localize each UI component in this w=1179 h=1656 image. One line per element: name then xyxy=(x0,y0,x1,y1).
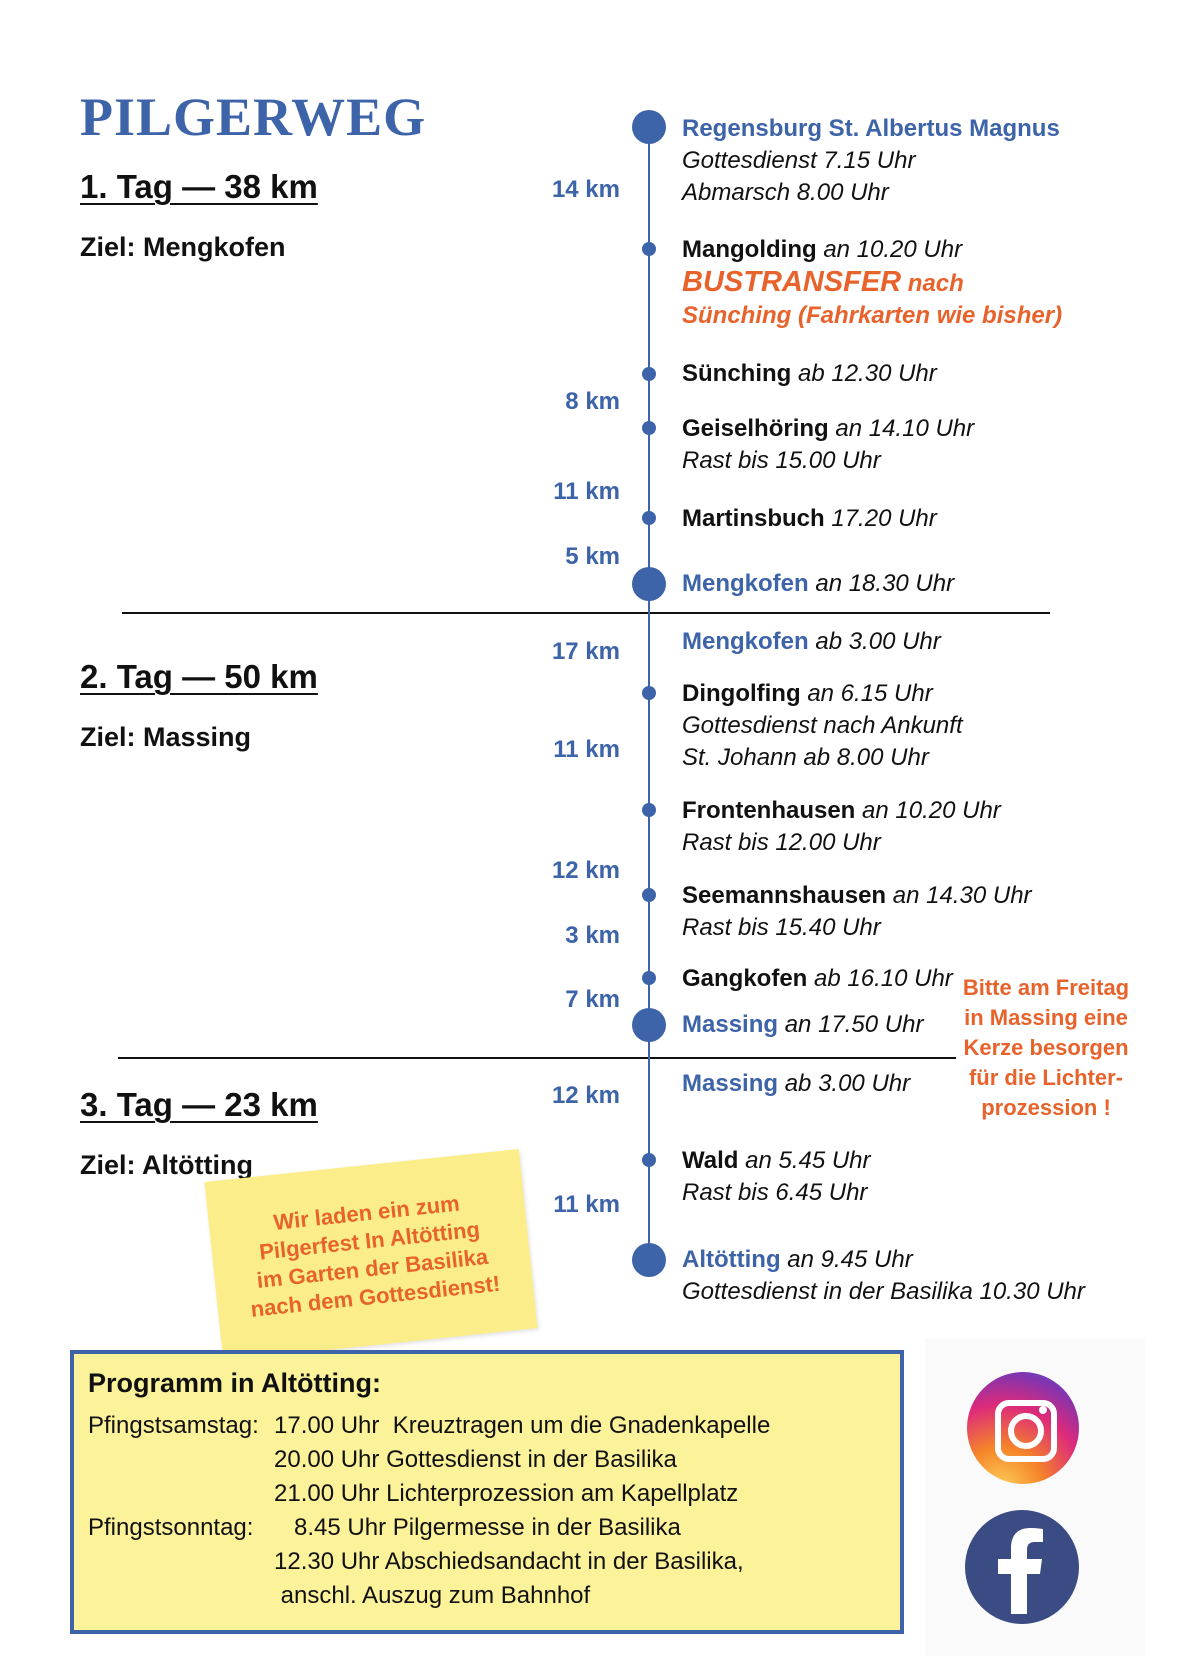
candle-note: Bitte am Freitag in Massing eine Kerze besorgen für die Lichter-prozession ! xyxy=(962,975,1130,1120)
stop-name: Massing xyxy=(682,1011,779,1038)
day-2-goal: Ziel: Massing xyxy=(80,722,252,752)
distance-label: 14 km xyxy=(551,176,620,203)
stop-marker xyxy=(642,421,656,435)
day-2-heading: 2. Tag — 50 km xyxy=(80,658,318,695)
stop-regensburg xyxy=(682,113,1060,209)
stop-dingolfing xyxy=(682,678,963,774)
stop-time: an 10.20 Uhr xyxy=(823,236,963,263)
facebook-icon[interactable] xyxy=(965,1510,1079,1624)
program-day-label: Pfingstsamstag: xyxy=(88,1412,259,1439)
stop-geiselhoering xyxy=(682,413,974,477)
day-3-heading: 3. Tag — 23 km xyxy=(80,1086,318,1123)
stop-name: Regensburg St. Albertus Magnus xyxy=(682,115,1060,142)
stop-time: ab 3.00 Uhr xyxy=(784,1070,911,1097)
stop-name: Dingolfing xyxy=(682,680,801,707)
stop-name: Wald xyxy=(682,1147,739,1174)
page-title: PILGERWEG xyxy=(80,87,427,147)
bus-transfer-label: BUSTRANSFER xyxy=(682,266,902,298)
day-divider-2 xyxy=(118,1057,956,1059)
stop-altoetting xyxy=(682,1244,1085,1308)
distance-label: 11 km xyxy=(553,736,620,763)
stop-detail: Rast bis 15.00 Uhr xyxy=(682,447,881,474)
stop-time: 17.20 Uhr xyxy=(831,505,937,532)
stop-marker xyxy=(642,242,656,256)
stop-name: Altötting xyxy=(682,1246,781,1273)
stop-name: Sünching xyxy=(682,360,792,387)
program-row-saturday xyxy=(88,1409,886,1511)
stop-time: ab 16.10 Uhr xyxy=(814,965,953,992)
stop-marker xyxy=(642,1153,656,1167)
day-3-goal: Ziel: Altötting xyxy=(80,1150,253,1180)
social-links xyxy=(925,1338,1145,1656)
program-item: 17.00 Uhr Kreuztragen um die Gnadenkapelle xyxy=(274,1412,771,1439)
stop-detail: Rast bis 15.40 Uhr xyxy=(682,914,881,941)
stop-time: an 5.45 Uhr xyxy=(745,1147,871,1174)
distance-label: 8 km xyxy=(565,388,620,415)
stop-time: an 17.50 Uhr xyxy=(784,1011,924,1038)
stop-frontenhausen xyxy=(682,795,1001,859)
stop-name: Martinsbuch xyxy=(682,505,825,532)
program-title: Programm in Altötting: xyxy=(88,1368,381,1398)
distance-label: 5 km xyxy=(565,543,620,570)
stop-massing-departure xyxy=(682,1068,910,1100)
distance-label: 17 km xyxy=(551,638,620,665)
stop-massing-arrival xyxy=(682,1009,923,1041)
stop-name: Frontenhausen xyxy=(682,797,856,824)
program-item: 8.45 Uhr Pilgermesse in der Basilika xyxy=(274,1514,681,1541)
day-1-heading: 1. Tag — 38 km xyxy=(80,168,318,205)
stop-detail: St. Johann ab 8.00 Uhr xyxy=(682,744,929,771)
stop-marker xyxy=(642,367,656,381)
stop-time: an 14.10 Uhr xyxy=(835,415,975,442)
stop-detail: Gottesdienst in der Basilika 10.30 Uhr xyxy=(682,1278,1085,1305)
stop-time: ab 3.00 Uhr xyxy=(815,628,941,655)
program-item: 20.00 Uhr Gottesdienst in der Basilika xyxy=(274,1446,677,1473)
stop-wald xyxy=(682,1145,871,1209)
stop-time: an 14.30 Uhr xyxy=(892,882,1032,909)
distance-label: 7 km xyxy=(565,986,620,1013)
distance-label: 11 km xyxy=(553,478,620,505)
distance-label: 3 km xyxy=(565,922,620,949)
stop-name: Gangkofen xyxy=(682,965,808,992)
stop-suenching xyxy=(682,358,937,390)
stop-time: ab 12.30 Uhr xyxy=(798,360,937,387)
stop-mengkofen-arrival xyxy=(682,568,954,600)
stop-time: an 6.15 Uhr xyxy=(807,680,933,707)
distance-label: 12 km xyxy=(551,1082,620,1109)
stop-marker-major xyxy=(632,110,666,144)
day-1-goal: Ziel: Mengkofen xyxy=(80,232,286,262)
stop-gangkofen xyxy=(682,963,953,995)
program-item: 12.30 Uhr Abschiedsandacht in der Basilika, xyxy=(274,1548,744,1575)
distance-label: 12 km xyxy=(551,857,620,884)
stop-name: Mengkofen xyxy=(682,570,809,597)
stop-marker xyxy=(642,511,656,525)
stop-detail: Gottesdienst 7.15 Uhr xyxy=(682,147,916,174)
stop-martinsbuch xyxy=(682,503,937,535)
stop-marker xyxy=(642,686,656,700)
stop-name: Geiselhöring xyxy=(682,415,829,442)
stop-marker xyxy=(642,888,656,902)
bus-transfer-text: nach xyxy=(907,270,964,297)
invitation-sticky-note xyxy=(204,1149,537,1361)
stop-time: an 10.20 Uhr xyxy=(862,797,1001,824)
stop-marker-major xyxy=(632,567,666,601)
instagram-icon[interactable] xyxy=(967,1372,1079,1484)
program-box xyxy=(70,1350,904,1634)
stop-marker xyxy=(642,971,656,985)
program-item: 21.00 Uhr Lichterprozession am Kapellplatz xyxy=(274,1480,739,1507)
stop-time: an 18.30 Uhr xyxy=(815,570,955,597)
stop-detail: Rast bis 12.00 Uhr xyxy=(682,829,881,856)
stop-marker-major xyxy=(632,1008,666,1042)
invitation-text: Wir laden ein zum Pilgerfest In Altötting im Garten der Basilika nach dem Gottesdienst! xyxy=(249,1190,502,1322)
program-row-sunday xyxy=(88,1511,886,1613)
stop-detail: Abmarsch 8.00 Uhr xyxy=(682,179,889,206)
stop-marker xyxy=(642,803,656,817)
stop-name: Mengkofen xyxy=(682,628,809,655)
stop-marker-major xyxy=(632,1243,666,1277)
stop-detail: Rast bis 6.45 Uhr xyxy=(682,1179,868,1206)
stop-seemannshausen xyxy=(682,880,1032,944)
program-item: anschl. Auszug zum Bahnhof xyxy=(274,1582,591,1609)
stop-time: an 9.45 Uhr xyxy=(787,1246,913,1273)
stop-mengkofen-departure xyxy=(682,626,941,658)
stop-name: Seemannshausen xyxy=(682,882,887,909)
stop-detail: Gottesdienst nach Ankunft xyxy=(682,712,963,739)
stop-name: Massing xyxy=(682,1070,779,1097)
distance-label: 11 km xyxy=(553,1191,620,1218)
stop-name: Mangolding xyxy=(682,236,817,263)
program-day-label: Pfingstsonntag: xyxy=(88,1514,254,1541)
stop-mangolding xyxy=(682,234,1062,332)
day-divider-1 xyxy=(122,612,1050,614)
bus-transfer-detail: Sünching (Fahrkarten wie bisher) xyxy=(682,302,1063,329)
